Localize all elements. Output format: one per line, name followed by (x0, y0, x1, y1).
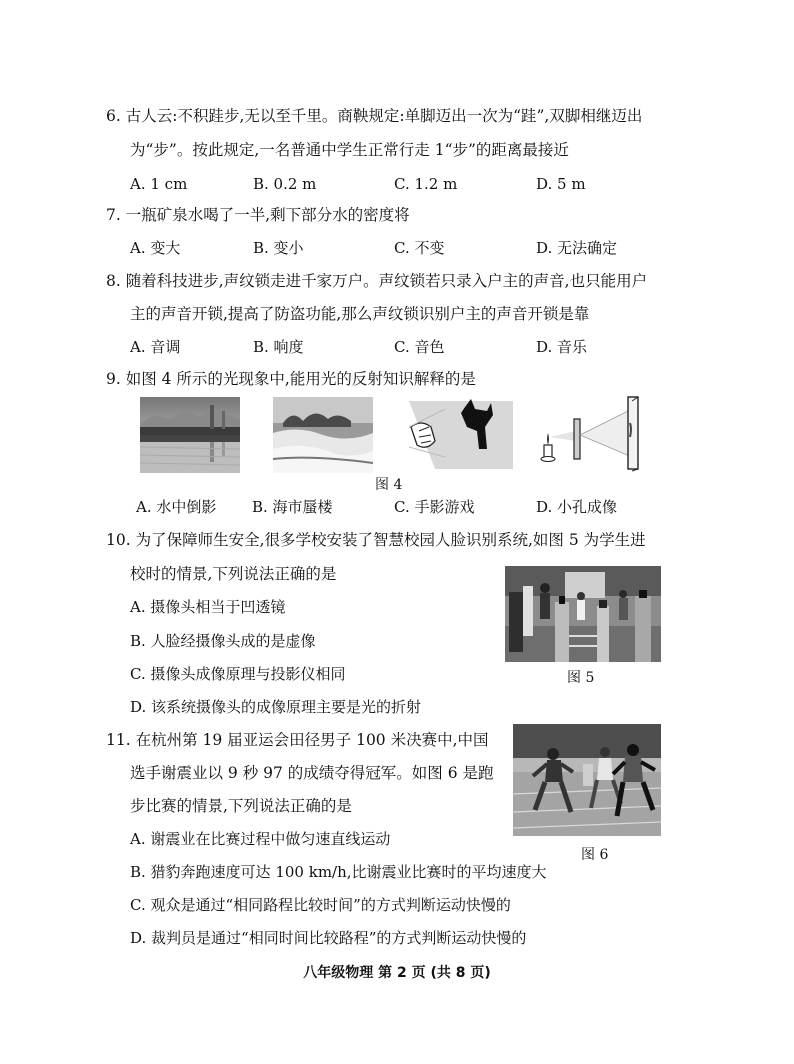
q6-option-d: D. 5 m (536, 175, 586, 193)
q7-option-d: D. 无法确定 (536, 239, 618, 257)
q11-option-c: C. 观众是通过“相同路程比较时间”的方式判断运动快慢的 (130, 896, 511, 914)
figure-4-mirage-photo (273, 397, 373, 473)
q9-stem: 9. 如图 4 所示的光现象中,能用光的反射知识解释的是 (106, 370, 476, 388)
figure-6-sprint-race-photo (513, 724, 661, 836)
q10-option-c: C. 摄像头成像原理与投影仪相同 (130, 665, 346, 683)
q11-stem-line3: 步比赛的情景,下列说法正确的是 (130, 797, 352, 815)
page-footer: 八年级物理 第 2 页 (共 8 页) (303, 965, 491, 981)
q11-option-d: D. 裁判员是通过“相同时间比较路程”的方式判断运动快慢的 (130, 929, 527, 947)
q8-stem-line1: 8. 随着科技进步,声纹锁走进千家万户。声纹锁若只录入户主的声音,也只能用户 (106, 272, 648, 290)
figure-4-hand-shadow-photo (405, 397, 517, 473)
q11-option-b: B. 猎豹奔跑速度可达 100 km/h,比谢震业比赛时的平均速度大 (130, 863, 547, 881)
figure-4-reflection-photo (140, 397, 240, 473)
q9-option-b: B. 海市蜃楼 (252, 498, 333, 516)
q10-stem-line1: 10. 为了保障师生安全,很多学校安装了智慧校园人脸识别系统,如图 5 为学生进 (106, 531, 646, 549)
q11-option-a: A. 谢震业在比赛过程中做匀速直线运动 (130, 830, 391, 848)
q7-stem: 7. 一瓶矿泉水喝了一半,剩下部分水的密度将 (106, 206, 410, 224)
q11-stem-line2: 选手谢震业以 9 秒 97 的成绩夺得冠军。如图 6 是跑 (130, 764, 494, 782)
q7-option-a: A. 变大 (130, 239, 181, 257)
figure-5-face-recognition-photo (505, 566, 661, 662)
q11-stem-line1: 11. 在杭州第 19 届亚运会田径男子 100 米决赛中,中国 (106, 731, 489, 749)
figure-5-caption: 图 5 (567, 670, 595, 686)
q8-option-a: A. 音调 (130, 338, 181, 356)
q6-stem-line2: 为“步”。按此规定,一名普通中学生正常行走 1“步”的距离最接近 (130, 141, 569, 159)
q6-option-c: C. 1.2 m (394, 175, 458, 193)
q7-option-c: C. 不变 (394, 239, 445, 257)
q9-option-d: D. 小孔成像 (536, 498, 618, 516)
q10-option-d: D. 该系统摄像头的成像原理主要是光的折射 (130, 698, 422, 716)
q6-option-a: A. 1 cm (130, 175, 188, 193)
q8-stem-line2: 主的声音开锁,提高了防盗功能,那么声纹锁识别户主的声音开锁是靠 (130, 305, 590, 323)
figure-4-pinhole-diagram (536, 393, 660, 475)
q6-stem-line1: 6. 古人云:不积跬步,无以至千里。商鞅规定:单脚迈出一次为“跬”,双脚相继迈出 (106, 107, 643, 125)
q9-option-c: C. 手影游戏 (394, 498, 475, 516)
q10-option-a: A. 摄像头相当于凹透镜 (130, 598, 286, 616)
q10-stem-line2: 校时的情景,下列说法正确的是 (130, 565, 337, 583)
figure-6-caption: 图 6 (581, 847, 609, 863)
q10-option-b: B. 人脸经摄像头成的是虚像 (130, 632, 316, 650)
q8-option-c: C. 音色 (394, 338, 445, 356)
q8-option-d: D. 音乐 (536, 338, 588, 356)
q8-option-b: B. 响度 (253, 338, 304, 356)
q9-option-a: A. 水中倒影 (136, 498, 217, 516)
q7-option-b: B. 变小 (253, 239, 304, 257)
figure-4-caption: 图 4 (375, 477, 403, 493)
q6-option-b: B. 0.2 m (253, 175, 317, 193)
